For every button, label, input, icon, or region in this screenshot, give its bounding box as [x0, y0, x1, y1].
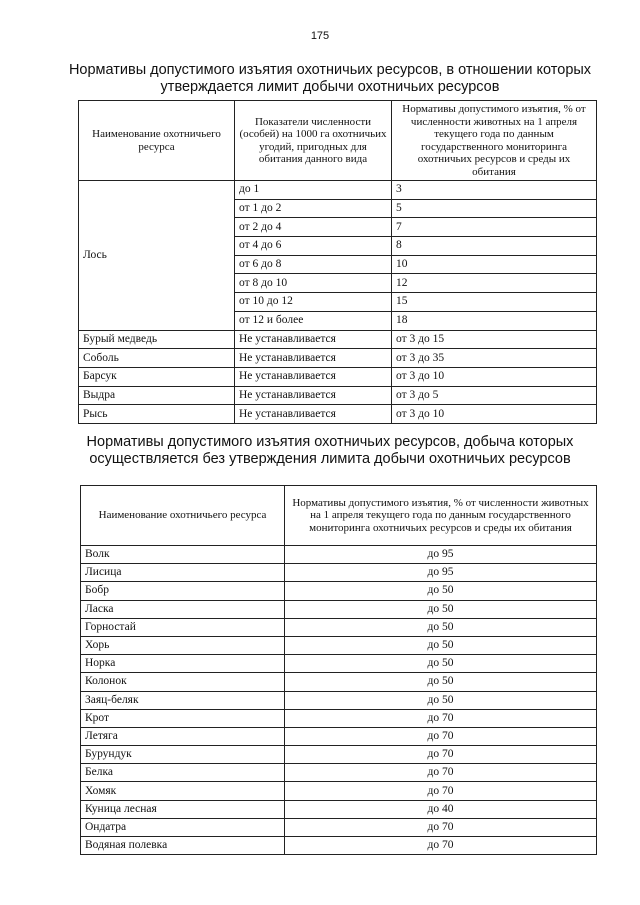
density-cell: от 6 до 8 — [235, 255, 392, 274]
density-cell: от 2 до 4 — [235, 218, 392, 237]
norm-cell: до 50 — [285, 618, 597, 636]
density-cell: от 8 до 10 — [235, 274, 392, 293]
resource-name: Волк — [81, 546, 285, 564]
resource-name: Бобр — [81, 582, 285, 600]
header-norm: Нормативы допустимого изъятия, % от численности животных на 1 апреля текущего года по данным государственного мониторинга охотничьих ресурсов и среды их обитания — [285, 486, 597, 546]
norm-cell: до 70 — [285, 746, 597, 764]
table-row — [81, 727, 597, 745]
table2-header-row — [81, 486, 597, 546]
table2-body — [81, 546, 597, 855]
table-row — [79, 386, 597, 405]
resource-name: Хорь — [81, 636, 285, 654]
density-cell: Не устанавливается — [235, 386, 392, 405]
table-row — [81, 655, 597, 673]
table-row — [81, 618, 597, 636]
norm-cell: до 50 — [285, 582, 597, 600]
table-row — [79, 405, 597, 424]
norm-cell: 5 — [392, 199, 597, 218]
resource-name: Водяная полевка — [81, 837, 285, 855]
norm-cell: 7 — [392, 218, 597, 237]
table-row — [81, 800, 597, 818]
header-norm: Нормативы допустимого изъятия, % от численности животных на 1 апреля текущего года по данным государственного мониторинга охотничьих ресурсов и среды их обитания — [392, 101, 597, 181]
resource-name: Куница лесная — [81, 800, 285, 818]
resource-name: Летяга — [81, 727, 285, 745]
norm-cell: от 3 до 5 — [392, 386, 597, 405]
norm-cell: до 70 — [285, 837, 597, 855]
resource-name: Норка — [81, 655, 285, 673]
norm-cell: 10 — [392, 255, 597, 274]
density-cell: Не устанавливается — [235, 367, 392, 386]
norm-cell: 18 — [392, 311, 597, 330]
table1-title: Нормативы допустимого изъятия охотничьих ресурсов, в отношении которых утверждается лимит добычи охотничьих ресурсов — [68, 62, 592, 95]
resource-name: Соболь — [79, 349, 235, 368]
table-row — [81, 782, 597, 800]
resource-name: Лисица — [81, 564, 285, 582]
table-row — [79, 330, 597, 349]
norm-cell: до 50 — [285, 600, 597, 618]
norm-cell: до 70 — [285, 727, 597, 745]
table-row — [81, 691, 597, 709]
table-row — [81, 764, 597, 782]
header-resource-name: Наименование охотничьего ресурса — [81, 486, 285, 546]
table-row — [81, 709, 597, 727]
norm-cell: до 70 — [285, 764, 597, 782]
table-row — [81, 837, 597, 855]
resource-name: Ондатра — [81, 818, 285, 836]
table-row — [79, 181, 597, 200]
resource-name: Горностай — [81, 618, 285, 636]
norm-cell: до 40 — [285, 800, 597, 818]
resource-name: Бурый медведь — [79, 330, 235, 349]
density-cell: до 1 — [235, 181, 392, 200]
resource-name: Заяц-беляк — [81, 691, 285, 709]
table1-header-row — [79, 101, 597, 181]
density-cell: от 4 до 6 — [235, 237, 392, 256]
resource-name: Бурундук — [81, 746, 285, 764]
page-number: 175 — [310, 30, 330, 42]
norm-cell: 12 — [392, 274, 597, 293]
header-resource-name: Наименование охотничьего ресурса — [79, 101, 235, 181]
table-row — [79, 367, 597, 386]
table-row — [81, 636, 597, 654]
norm-cell: от 3 до 10 — [392, 367, 597, 386]
density-cell: Не устанавливается — [235, 405, 392, 424]
norm-cell: до 50 — [285, 655, 597, 673]
density-cell: Не устанавливается — [235, 330, 392, 349]
table-row — [81, 673, 597, 691]
resource-name: Выдра — [79, 386, 235, 405]
header-density: Показатели численности (особей) на 1000 га охотничьих угодий, пригодных для обитания данного вида — [235, 101, 392, 181]
table2-title: Нормативы допустимого изъятия охотничьих ресурсов, добыча которых осуществляется без утверждения лимита добычи охотничьих ресурсов — [86, 434, 574, 467]
resource-name: Колонок — [81, 673, 285, 691]
resource-name: Ласка — [81, 600, 285, 618]
limited-resources-table — [78, 100, 597, 424]
density-cell: от 1 до 2 — [235, 199, 392, 218]
norm-cell: до 50 — [285, 636, 597, 654]
density-cell: от 10 до 12 — [235, 293, 392, 312]
table-row — [81, 564, 597, 582]
norm-cell: 15 — [392, 293, 597, 312]
resource-name: Крот — [81, 709, 285, 727]
norm-cell: от 3 до 35 — [392, 349, 597, 368]
norm-cell: до 70 — [285, 818, 597, 836]
density-cell: от 12 и более — [235, 311, 392, 330]
norm-cell: до 70 — [285, 782, 597, 800]
resource-name: Рысь — [79, 405, 235, 424]
resource-name: Хомяк — [81, 782, 285, 800]
norm-cell: до 95 — [285, 564, 597, 582]
table-row — [79, 349, 597, 368]
norm-cell: 3 — [392, 181, 597, 200]
norm-cell: до 50 — [285, 673, 597, 691]
resource-name-moose: Лось — [79, 181, 235, 331]
norm-cell: до 70 — [285, 709, 597, 727]
density-cell: Не устанавливается — [235, 349, 392, 368]
norm-cell: от 3 до 15 — [392, 330, 597, 349]
norm-cell: до 95 — [285, 546, 597, 564]
table1-body — [79, 181, 597, 424]
unlimited-resources-table — [80, 485, 597, 855]
norm-cell: от 3 до 10 — [392, 405, 597, 424]
norm-cell: до 50 — [285, 691, 597, 709]
resource-name: Белка — [81, 764, 285, 782]
table-row — [81, 746, 597, 764]
table-row — [81, 546, 597, 564]
table-row — [81, 582, 597, 600]
table-row — [81, 818, 597, 836]
resource-name: Барсук — [79, 367, 235, 386]
norm-cell: 8 — [392, 237, 597, 256]
table-row — [81, 600, 597, 618]
